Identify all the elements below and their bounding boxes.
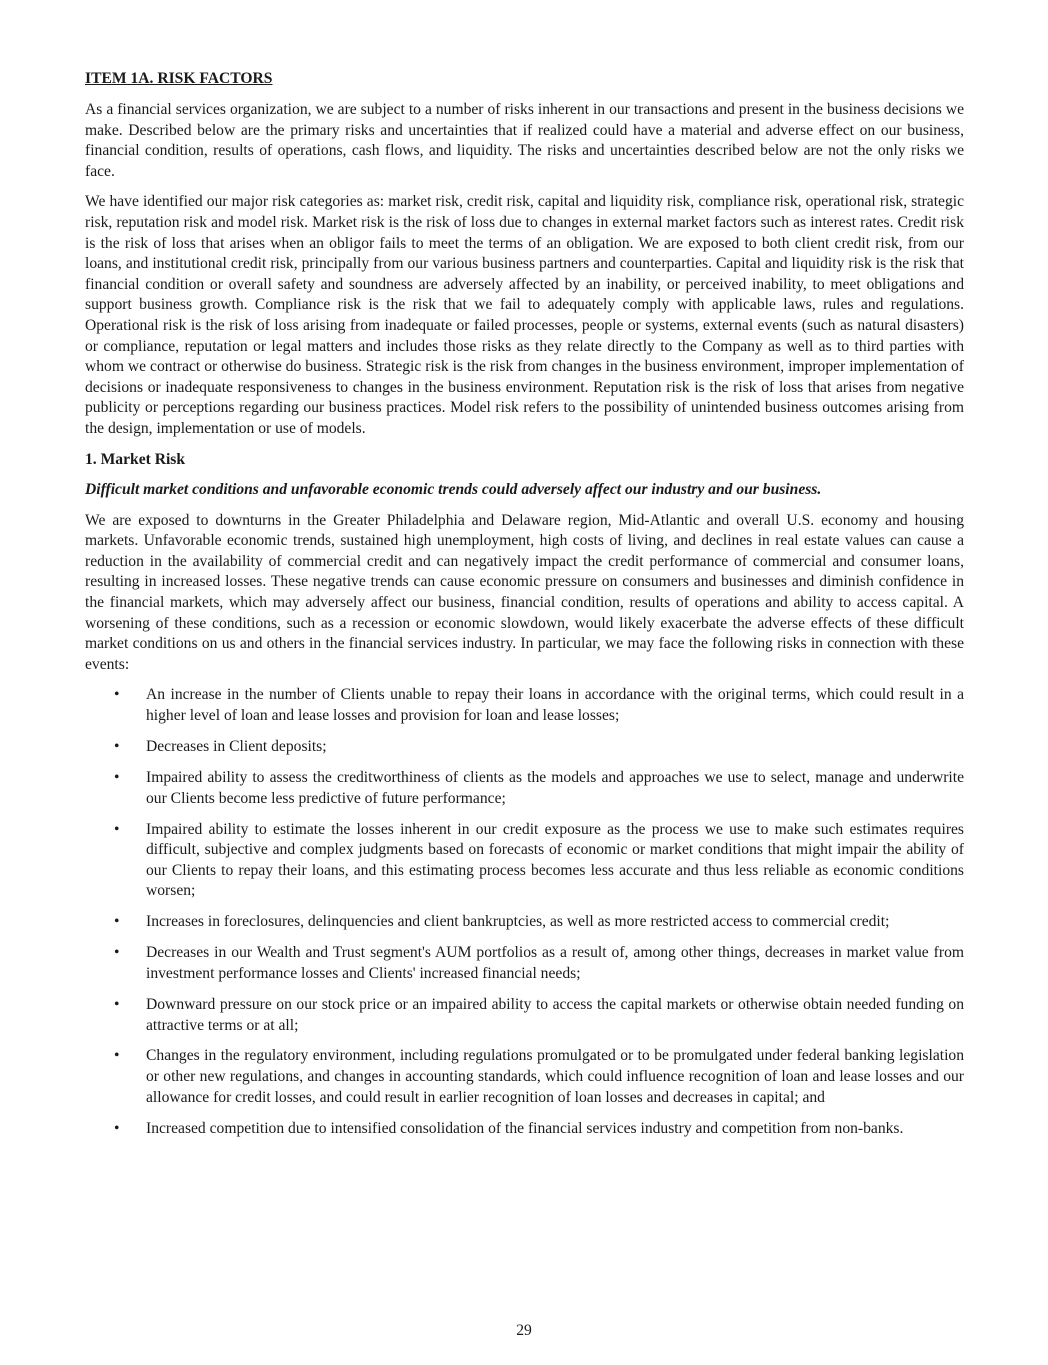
bullet-text: Downward pressure on our stock price or an impaired ability to access the capital markets or otherwise obtain needed funding on attractive terms or at all; [146,995,964,1034]
list-item [85,685,964,726]
bullet-icon: • [114,944,120,962]
bullet-text: Decreases in Client deposits; [146,738,327,756]
market-risk-paragraph: We are exposed to downturns in the Greater Philadelphia and Delaware region, Mid-Atlantic and overall U.S. economy and housing markets. Unfavorable economic trends, sustained high unemployment, high costs of living, and declines in real estate values can cause a reduction in the availability of commercial credit and can negatively impact the credit performance of commercial and consumer loans, resulting in increased losses. These negative trends can cause economic pressure on consumers and businesses and diminish confidence in the financial markets, which may adversely affect our business, financial condition, results of operations and ability to access capital. A worsening of these conditions, such as a recession or economic slowdown, would likely exacerbate the adverse effects of these difficult market conditions on us and others in the financial services industry. In particular, we may face the following risks in connection with these events: [85,511,964,673]
bullet-icon: • [114,1047,120,1065]
risk-bullet-list [85,685,964,1139]
bullet-icon: • [114,686,120,704]
section-heading: ITEM 1A. RISK FACTORS [85,70,273,87]
bullet-text: Increases in foreclosures, delinquencies and client bankruptcies, as well as more restricted access to commercial credit; [146,913,890,931]
bullet-text: Increased competition due to intensified consolidation of the financial services industry and competition from non-banks. [146,1119,904,1137]
list-item [85,820,964,902]
document-page [85,68,964,1150]
bullet-icon: • [114,1119,120,1137]
page-number: 29 [516,1322,532,1339]
bullet-icon: • [114,913,120,931]
bullet-text: Impaired ability to assess the creditworthiness of clients as the models and approaches we use to select, manage and underwrite our Clients become less predictive of future performance; [146,769,964,807]
list-item [85,912,964,933]
intro-paragraph: As a financial services organization, we are subject to a number of risks inherent in our transactions and present in the business decisions we make. Described below are the primary risks and uncertainties that if realized could have a material and adverse effect on our business, financial condition, results of operations, cash flows, and liquidity. The risks and uncertainties described below are not the only risks we face. [85,101,964,180]
list-item [85,995,964,1036]
list-item [85,943,964,984]
bullet-text: Impaired ability to estimate the losses inherent in our credit exposure as the process we use to make such estimates requires difficult, subjective and complex judgments based on forecasts of economic or market conditions that might impair the ability of our Clients to repay their loans, and this estimating process becomes less accurate and thus less reliable as economic conditions worsen; [146,820,964,900]
bullet-text: An increase in the number of Clients unable to repay their loans in accordance with the original terms, which could result in a higher level of loan and lease losses and provision for loan and lease losses; [146,686,964,725]
list-item [85,1119,964,1140]
bullet-icon: • [114,995,120,1013]
bullet-icon: • [114,738,120,756]
list-item [85,1046,964,1108]
risk-categories-paragraph: We have identified our major risk categories as: market risk, credit risk, capital and liquidity risk, compliance risk, operational risk, strategic risk, reputation risk and model risk. Market risk is the risk of loss due to changes in external market factors such as interest rates. Credit risk is the risk of loss that arises when an obligor fails to meet the terms of an obligation. We are exposed to both client credit risk, from our loans, and institutional credit risk, principally from our various business partners and counterparties. Capital and liquidity risk is the risk that financial condition or overall safety and soundness are adversely affected by an inability, or perceived inability, to meet obligations and support business growth. Compliance risk is the risk that we fail to adequately comply with applicable laws, rules and regulations. Operational risk is the risk of loss arising from inadequate or failed processes, people or systems, external events (such as natural disasters) or compliance, reputation or legal matters and includes those risks as they relate directly to the Company as well as to third parties with whom we contract or otherwise do business. Strategic risk is the risk from changes in the business environment, improper implementation of decisions or inadequate responsiveness to changes in the business environment. Reputation risk is the risk of loss that arises from negative publicity or perceptions regarding our business practices. Model risk refers to the possibility of unintended business outcomes arising from the design, implementation or use of models. [85,193,964,437]
market-risk-title: 1. Market Risk [85,450,186,468]
bullet-icon: • [114,820,120,838]
bullet-text: Changes in the regulatory environment, including regulations promulgated or to be promulgated under federal banking legislation or other new regulations, and changes in accounting standards, which could influence recognition of loan and lease losses and our allowance for credit losses, and could result in earlier recognition of loan losses and decreases in capital; and [146,1047,964,1106]
list-item [85,768,964,809]
list-item [85,737,964,758]
bullet-icon: • [114,769,120,786]
risk-factor-title: Difficult market conditions and unfavorable economic trends could adversely affect our industry and our business. [85,481,822,499]
bullet-text: Decreases in our Wealth and Trust segment's AUM portfolios as a result of, among other things, decreases in market value from investment performance losses and Clients' increased financial needs; [146,944,964,982]
